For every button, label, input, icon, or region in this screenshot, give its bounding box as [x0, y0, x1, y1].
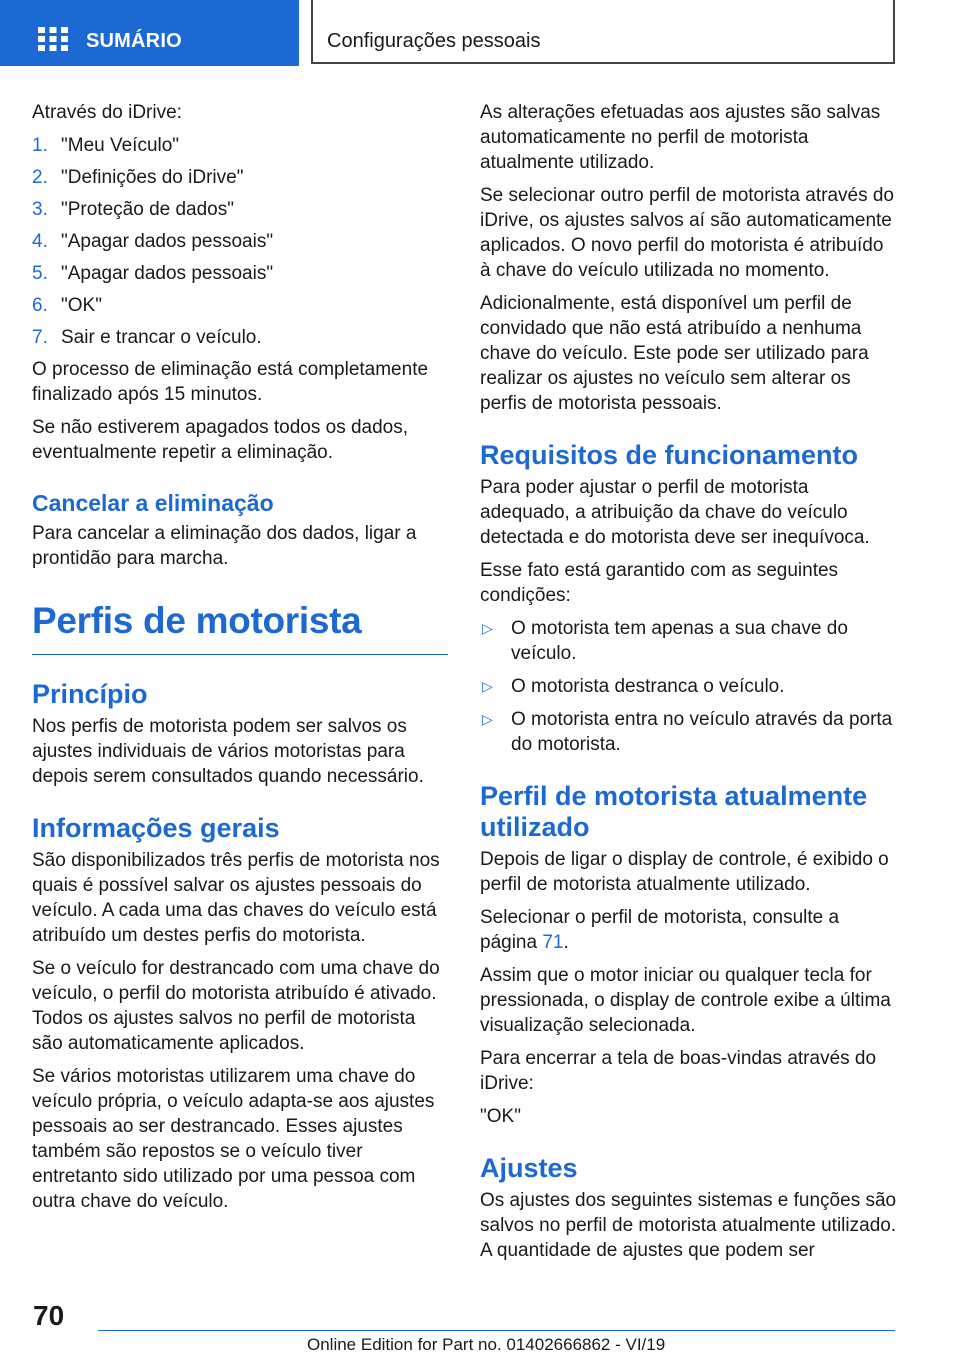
- footer-edition: Online Edition for Part no. 01402666862 - VI/19: [307, 1335, 666, 1354]
- paragraph: Nos perfis de motorista podem ser salvos os ajustes individuais de vários motoristas para depois serem consultados quando necessário.: [32, 716, 424, 787]
- step-text: "Definições do iDrive": [61, 167, 244, 188]
- step-number: 1.: [32, 135, 48, 156]
- paragraph: Se selecionar outro perfil de motorista através do iDrive, os ajustes salvos aí são automaticamente aplicados. O novo perfil do motorista é atribuído à chave do veículo utilizada no momento.: [480, 185, 894, 281]
- step-number: 7.: [32, 327, 48, 348]
- condition-text: O motorista tem apenas a sua chave do veículo.: [511, 618, 848, 664]
- page-link[interactable]: 71: [542, 932, 564, 953]
- left-column: [32, 100, 448, 1222]
- conditions-list: [480, 616, 898, 757]
- paragraph: Os ajustes dos seguintes sistemas e funções são salvos no perfil de motorista atualmente utilizado. A quantidade de ajustes que podem ser: [480, 1190, 897, 1261]
- step-number: 4.: [32, 231, 48, 252]
- top-bar: [0, 0, 960, 66]
- triangle-bullet-icon: ▷: [482, 678, 493, 694]
- step-text: "OK": [61, 295, 102, 316]
- heading-settings: Ajustes: [480, 1153, 578, 1183]
- heading-profiles: Perfis de motorista: [32, 599, 448, 655]
- paragraph: Depois de ligar o display de controle, é exibido o perfil de motorista atualmente utilizado.: [480, 849, 889, 895]
- summary-button[interactable]: [0, 0, 299, 66]
- triangle-bullet-icon: ▷: [482, 620, 493, 636]
- paragraph: O processo de eliminação está completamente finalizado após 15 minutos.: [32, 359, 429, 405]
- list-item: [480, 674, 898, 699]
- paragraph: Se não estiverem apagados todos os dados, eventualmente repetir a eliminação.: [32, 417, 409, 463]
- step-text: "Apagar dados pessoais": [61, 231, 274, 252]
- paragraph: Para poder ajustar o perfil de motorista adequado, a atribuição da chave do veículo detectada e do motorista deve ser inequívoca.: [480, 477, 870, 548]
- paragraph: Para cancelar a eliminação dos dados, ligar a prontidão para marcha.: [32, 523, 417, 569]
- paragraph: Esse fato está garantido com as seguintes condições:: [480, 560, 839, 606]
- heading-general: Informações gerais: [32, 813, 280, 843]
- paragraph-text: .: [563, 932, 569, 953]
- paragraph: As alterações efetuadas aos ajustes são salvas automaticamente no perfil de motorista atualmente utilizado.: [480, 102, 881, 173]
- steps-intro: Através do iDrive:: [32, 102, 182, 123]
- paragraph: Se o veículo for destrancado com uma chave do veículo, o perfil do motorista atribuído é ativado. Todos os ajustes salvos no perfil de motorista são automaticamente aplicados.: [32, 958, 440, 1054]
- triangle-bullet-icon: ▷: [482, 711, 493, 727]
- list-item: [32, 165, 448, 190]
- list-item: [480, 707, 898, 757]
- steps-list: [32, 133, 448, 350]
- step-number: 6.: [32, 295, 48, 316]
- section-title: Configurações pessoais: [327, 30, 541, 52]
- footer-divider: [98, 1330, 895, 1331]
- heading-requirements: Requisitos de funcionamento: [480, 440, 859, 470]
- paragraph: São disponibilizados três perfis de motorista nos quais é possível salvar os ajustes pessoais do veículo. A cada uma das chaves do veículo está atribuído um destes perfis do motorista.: [32, 850, 440, 946]
- step-text: "Proteção de dados": [61, 199, 234, 220]
- paragraph-text: Selecionar o perfil de motorista, consulte a página: [480, 907, 840, 953]
- step-number: 2.: [32, 167, 48, 188]
- list-item: [32, 261, 448, 286]
- grid-icon: [38, 27, 68, 51]
- list-item: [480, 616, 898, 666]
- condition-text: O motorista destranca o veículo.: [511, 676, 785, 697]
- paragraph: Para encerrar a tela de boas-vindas através do iDrive:: [480, 1048, 877, 1094]
- summary-label: SUMÁRIO: [86, 30, 182, 52]
- page-number: 70: [33, 1300, 65, 1331]
- heading-cancel: Cancelar a eliminação: [32, 490, 274, 516]
- paragraph: [480, 905, 898, 955]
- paragraph: Assim que o motor iniciar ou qualquer tecla for pressionada, o display de controle exibe a última visualização selecionada.: [480, 965, 891, 1036]
- paragraph: "OK": [480, 1106, 521, 1127]
- condition-text: O motorista entra no veículo através da porta do motorista.: [511, 709, 893, 755]
- heading-principle: Princípio: [32, 679, 148, 709]
- section-header: [311, 0, 895, 64]
- step-text: "Meu Veículo": [61, 135, 180, 156]
- right-column: [480, 100, 898, 1271]
- step-text: Sair e trancar o veículo.: [61, 327, 262, 348]
- paragraph: Se vários motoristas utilizarem uma chave do veículo própria, o veículo adapta-se aos ajustes pessoais ao ser destrancado. Esses ajustes também são repostos se o veículo tiver entretanto sido utilizado por uma pessoa com outra chave do veículo.: [32, 1066, 435, 1212]
- heading-current-profile: Perfil de motorista atualmente utilizado: [480, 781, 868, 842]
- list-item: [32, 197, 448, 222]
- list-item: [32, 133, 448, 158]
- list-item: [32, 293, 448, 318]
- step-text: "Apagar dados pessoais": [61, 263, 274, 284]
- list-item: [32, 229, 448, 254]
- step-number: 5.: [32, 263, 48, 284]
- step-number: 3.: [32, 199, 48, 220]
- paragraph: Adicionalmente, está disponível um perfil de convidado que não está atribuído a nenhuma chave do veículo. Este pode ser utilizado para realizar os ajustes no veículo sem alterar os perfis de motorista pessoais.: [480, 293, 869, 414]
- list-item: [32, 325, 448, 350]
